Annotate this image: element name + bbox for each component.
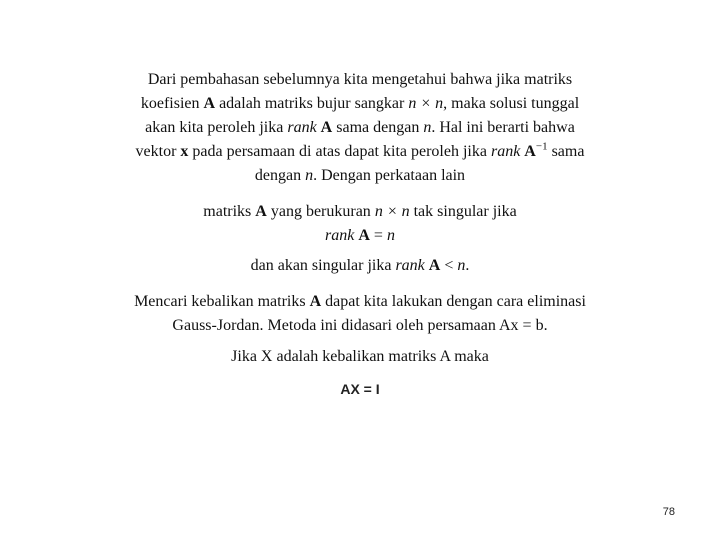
statement-text: matriks xyxy=(203,203,256,220)
rank-term: rank xyxy=(325,227,355,244)
intro-text: pada persamaan di atas dapat kita peroleh jika xyxy=(188,143,491,160)
less-than-sign: < xyxy=(440,257,458,274)
method-text: Gauss-Jordan. Metoda ini didasari oleh persamaan Ax = b. xyxy=(172,317,548,334)
identity-equation: AX = I xyxy=(340,381,380,397)
nonsingular-line-2 xyxy=(70,224,650,248)
inverse-definition xyxy=(70,345,650,369)
intro-text: koefisien xyxy=(140,95,204,112)
statement-text: tak singular jika xyxy=(409,203,517,220)
intro-text: adalah matriks bujur sangkar xyxy=(215,95,409,112)
method-line-1 xyxy=(70,290,650,314)
statement-text: yang berukuran xyxy=(266,203,375,220)
variable-n: n xyxy=(423,119,432,136)
variable-n: n xyxy=(305,167,314,184)
rank-term: rank xyxy=(287,119,317,136)
dimension-expression: n × n xyxy=(408,95,444,112)
inverse-method-paragraph xyxy=(70,290,650,338)
matrix-symbol: A xyxy=(309,293,322,310)
intro-line-1 xyxy=(70,68,650,92)
statement-text: . xyxy=(465,257,470,274)
definition-text: Jika X adalah kebalikan matriks A maka xyxy=(231,348,489,365)
intro-text: . Hal ini berarti bahwa xyxy=(431,119,575,136)
matrix-symbol: A xyxy=(255,203,267,220)
intro-line-3 xyxy=(70,116,650,140)
intro-text: Dari pembahasan sebelumnya kita mengetahui bahwa jika matriks xyxy=(147,71,573,88)
intro-text: dengan xyxy=(254,167,306,184)
intro-line-2 xyxy=(70,92,650,116)
intro-line-5 xyxy=(70,164,650,188)
intro-text: sama dengan xyxy=(332,119,424,136)
definition-line xyxy=(70,345,650,369)
rank-term: rank xyxy=(395,257,425,274)
vector-symbol: x xyxy=(180,143,189,160)
intro-text: sama xyxy=(547,143,585,160)
equals-sign: = xyxy=(369,227,387,244)
variable-n: n xyxy=(457,257,466,274)
statement-text: dan akan singular jika xyxy=(250,257,396,274)
matrix-symbol: A xyxy=(428,257,441,274)
method-text: Mencari kebalikan matriks xyxy=(134,293,310,310)
intro-text: akan kita peroleh jika xyxy=(145,119,288,136)
intro-text: vektor xyxy=(135,143,181,160)
matrix-symbol: A xyxy=(358,227,370,244)
method-text: dapat kita lakukan dengan cara eliminasi xyxy=(321,293,586,310)
singular-statement xyxy=(70,254,650,278)
singular-line xyxy=(70,254,650,278)
intro-text: , maka solusi tunggal xyxy=(443,95,580,112)
variable-n: n xyxy=(386,227,395,244)
matrix-symbol: A xyxy=(203,95,216,112)
page-number: 78 xyxy=(662,506,675,518)
method-line-2 xyxy=(70,314,650,338)
nonsingular-line-1 xyxy=(70,200,650,224)
nonsingular-statement xyxy=(70,200,650,248)
dimension-expression: n × n xyxy=(374,203,410,220)
rank-term: rank xyxy=(490,143,521,160)
intro-paragraph xyxy=(70,68,650,188)
inverse-exponent: −1 xyxy=(535,140,548,153)
matrix-symbol: A xyxy=(524,143,536,160)
intro-line-4 xyxy=(70,140,650,164)
intro-text: . Dengan perkataan lain xyxy=(313,167,466,184)
matrix-symbol: A xyxy=(320,119,333,136)
